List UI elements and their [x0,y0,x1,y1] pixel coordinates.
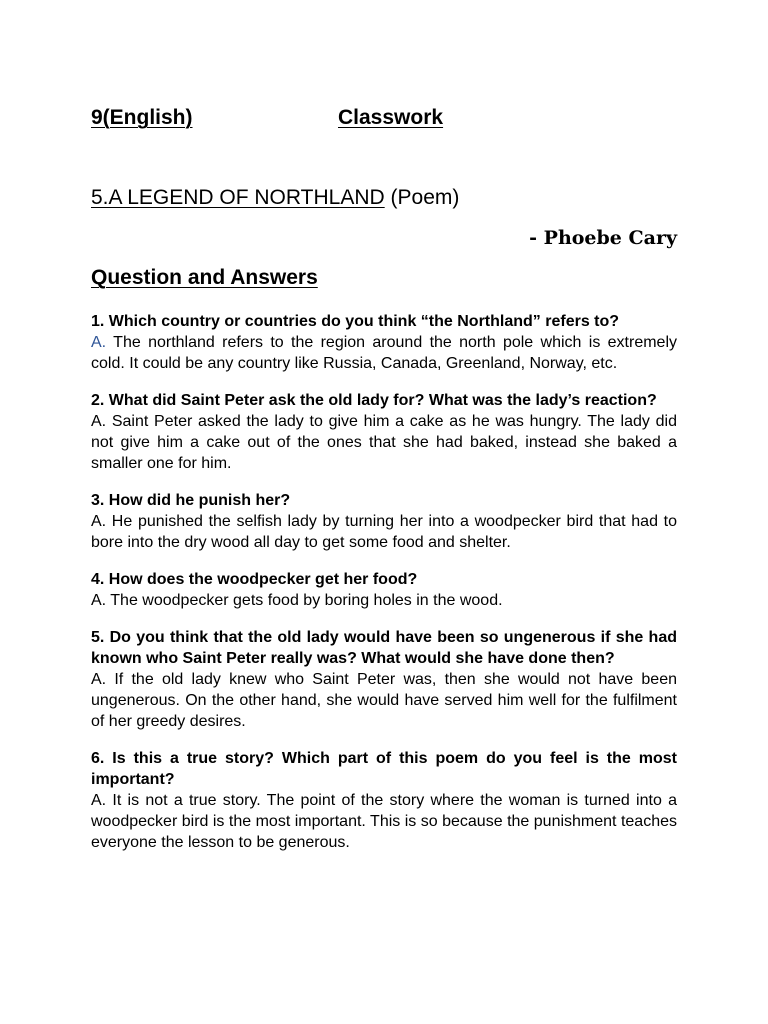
answer-text [91,411,677,474]
answer-prefix: A. [91,513,107,530]
answer-prefix: A. [91,792,107,809]
poem-author: - Phoebe Cary [529,227,677,249]
class-label: 9(English) [91,106,193,129]
qa-item [91,569,677,611]
answer-prefix: A. [91,413,107,430]
chapter-heading [91,186,459,210]
question-text: 1. Which country or countries do you think “the Northland” refers to? [91,313,620,330]
qa-list [91,311,677,869]
answer-body: He punished the selfish lady by turning her into a woodpecker bird that had to bore into the dry wood all day to get some food and shelter. [91,513,677,551]
qa-item [91,490,677,553]
qa-item [91,748,677,853]
answer-text [91,790,677,853]
answer-body: Saint Peter asked the lady to give him a cake as he was hungry. The lady did not give him a cake out of the ones that she had baked, instead she baked a smaller one for him. [91,413,677,472]
qa-item [91,627,677,732]
question-text: 3. How did he punish her? [91,492,291,509]
question-text: 6. Is this a true story? Which part of this poem do you feel is the most important? [91,750,677,788]
question-text: 2. What did Saint Peter ask the old lady for? What was the lady’s reaction? [91,392,657,409]
chapter-title: 5.A LEGEND OF NORTHLAND [91,186,385,209]
answer-prefix: A. [91,671,107,688]
question-text: 5. Do you think that the old lady would have been so ungenerous if she had known who Saint Peter really was? What would she have done then? [91,629,677,667]
answer-text [91,669,677,732]
answer-body: The northland refers to the region around the north pole which is extremely cold. It could be any country like Russia, Canada, Greenland, Norway, etc. [91,334,677,372]
qa-item [91,390,677,474]
section-title: Question and Answers [91,266,318,289]
answer-text [91,590,677,611]
question-text: 4. How does the woodpecker get her food? [91,571,418,588]
answer-body: The woodpecker gets food by boring holes in the wood. [106,592,503,609]
answer-body: If the old lady knew who Saint Peter was, then she would not have been ungenerous. On the other hand, she would have served him well for the fulfilment of her greedy desires. [91,671,677,730]
chapter-subtitle: (Poem) [390,186,460,209]
answer-prefix: A. [91,334,107,351]
answer-text [91,511,677,553]
answer-body: It is not a true story. The point of the story where the woman is turned into a woodpecker bird is the most important. This is so because the punishment teaches everyone the lesson to be generous. [91,792,677,851]
answer-text [91,332,677,374]
classwork-label: Classwork [338,106,444,129]
qa-item [91,311,677,374]
answer-prefix: A. [91,592,107,609]
document-header [91,106,677,134]
